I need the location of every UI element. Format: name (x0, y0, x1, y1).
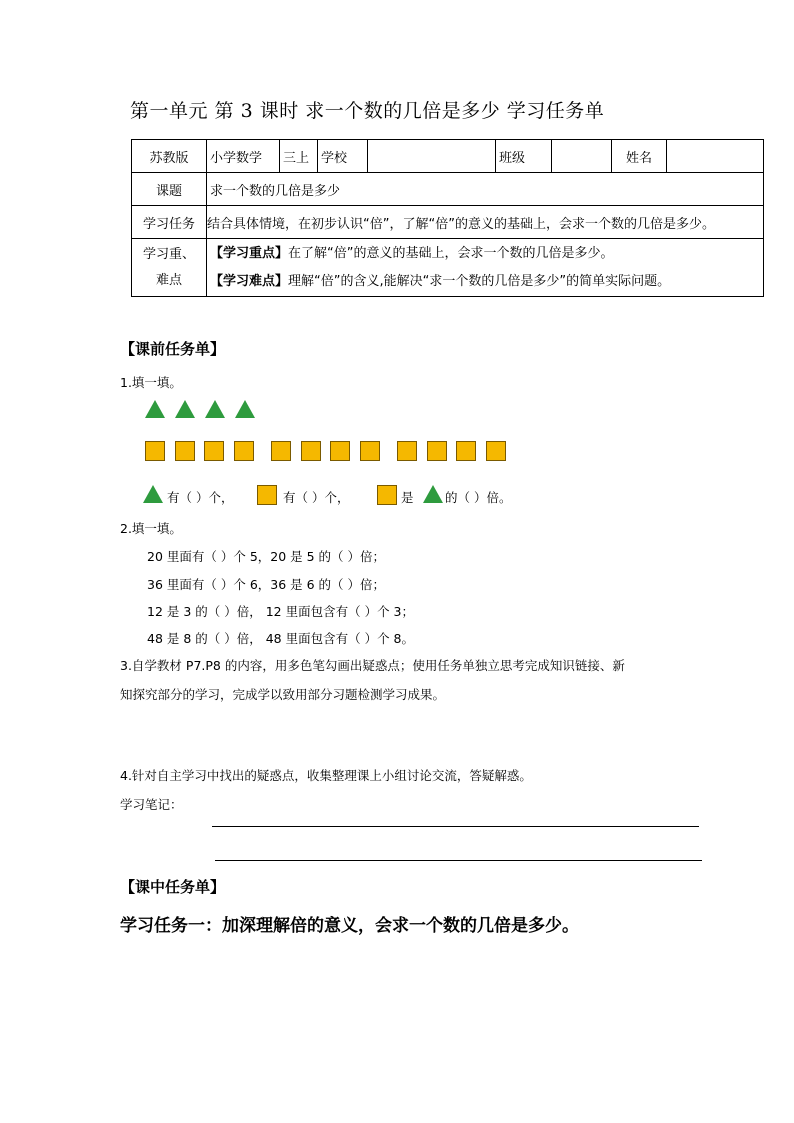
q1-answer-part: 是 (401, 490, 414, 505)
square-icon (397, 441, 417, 461)
q2-title: 2.填一填。 (120, 521, 182, 536)
q1-title: 1.填一填。 (120, 375, 182, 390)
key-points (207, 239, 764, 297)
page-title: 第一单元 第 3 课时 求一个数的几倍是多少 学习任务单 (130, 100, 605, 122)
q1-answer-part: 有（ ）个， (167, 490, 234, 505)
triangle-icon (423, 485, 443, 503)
task-label: 学习任务 (132, 206, 207, 239)
triangle-icon (145, 400, 165, 418)
notes-line[interactable] (215, 860, 702, 861)
square-icon (486, 441, 506, 461)
square-icon (257, 485, 277, 505)
q4-line: 4.针对自主学习中找出的疑惑点，收集整理课上小组讨论交流，答疑解惑。 (120, 768, 532, 783)
square-icon (175, 441, 195, 461)
in-class-task1: 学习任务一：加深理解倍的意义，会求一个数的几倍是多少。 (120, 916, 579, 936)
square-icon (271, 441, 291, 461)
q2-line: 12 是 3 的（ ）倍， 12 里面包含有（ ）个 3； (147, 604, 415, 619)
grade-cell: 三上 (280, 140, 318, 173)
q3-line1: 3.自学教材 P7.P8 的内容，用多色笔勾画出疑惑点；使用任务单独立思考完成知识链接、新 (120, 658, 625, 673)
difficulty-line: 【学习难点】理解“倍”的含义,能解决“求一个数的几倍是多少”的简单实际问题。 (210, 273, 671, 289)
in-class-heading: 【课中任务单】 (120, 878, 226, 896)
square-icon (427, 441, 447, 461)
square-icon (145, 441, 165, 461)
square-icon (360, 441, 380, 461)
key-point-line: 【学习重点】在了解“倍”的意义的基础上，会求一个数的几倍是多少。 (210, 245, 614, 261)
pre-class-heading: 【课前任务单】 (120, 340, 226, 358)
q2-line: 20 里面有（ ）个 5，20 是 5 的（ ）倍； (147, 549, 386, 564)
q1-answer-part: 有（ ）个， (283, 490, 350, 505)
topic-label: 课题 (132, 173, 207, 206)
key-label: 学习重、 难点 (132, 239, 207, 297)
school-field[interactable] (368, 140, 496, 173)
class-label: 班级 (496, 140, 552, 173)
info-table (131, 139, 764, 297)
topic-value: 求一个数的几倍是多少 (207, 173, 764, 206)
triangle-icon (143, 485, 163, 503)
task-value: 结合具体情境，在初步认识“倍”，了解“倍”的意义的基础上，会求一个数的几倍是多少。 (207, 206, 764, 239)
q2-line: 36 里面有（ ）个 6，36 是 6 的（ ）倍； (147, 577, 386, 592)
triangle-icon (205, 400, 225, 418)
square-icon (204, 441, 224, 461)
name-label: 姓名 (612, 140, 667, 173)
q1-answer-part: 的（ ）倍。 (445, 490, 512, 505)
notes-line[interactable] (212, 826, 699, 827)
school-label: 学校 (318, 140, 368, 173)
triangle-icon (235, 400, 255, 418)
square-icon (330, 441, 350, 461)
class-field[interactable] (552, 140, 612, 173)
q3-line2: 知探究部分的学习，完成学以致用部分习题检测学习成果。 (120, 687, 446, 702)
q2-line: 48 是 8 的（ ）倍， 48 里面包含有（ ）个 8。 (147, 631, 415, 646)
name-field[interactable] (667, 140, 764, 173)
triangle-icon (175, 400, 195, 418)
notes-label: 学习笔记： (120, 797, 183, 812)
publisher-cell: 苏教版 (132, 140, 207, 173)
square-icon (377, 485, 397, 505)
subject-cell: 小学数学 (207, 140, 280, 173)
square-icon (301, 441, 321, 461)
square-icon (234, 441, 254, 461)
square-icon (456, 441, 476, 461)
